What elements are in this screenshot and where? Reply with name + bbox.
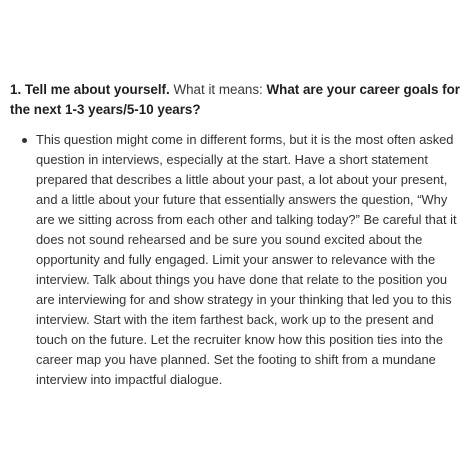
answer-bullet-list	[10, 130, 465, 390]
bullet-text: This question might come in different forms, but it is the most often asked question in interviews, especially at the start. Have a short statement prepared that describes a little about your past, a lot about your present, and a little about your future that essentially answers the question, “Why are we sitting across from each other and talking today?” Be careful that it does not sound rehearsed and be sure you sound excited about the opportunity and fully engaged. Limit your answer to relevance with the interview. Talk about things you have done that relate to the position you are interviewing for and show strategy in your thinking that led you to this interview. Start with the item farthest back, work up to the present and touch on the future. Let the recruiter know how this position ties into the career map you have planned. Set the footing to shift from a mundane interview into impactful dialogue.	[36, 132, 457, 387]
bullet-icon	[22, 138, 27, 143]
list-item	[10, 130, 465, 390]
question-heading	[10, 80, 465, 120]
what-it-means-label: What it means:	[173, 82, 263, 97]
question-meaning: What are your career goals for the next 1-3 years/5-10 years?	[10, 82, 460, 117]
question-title: 1. Tell me about yourself.	[10, 82, 170, 97]
